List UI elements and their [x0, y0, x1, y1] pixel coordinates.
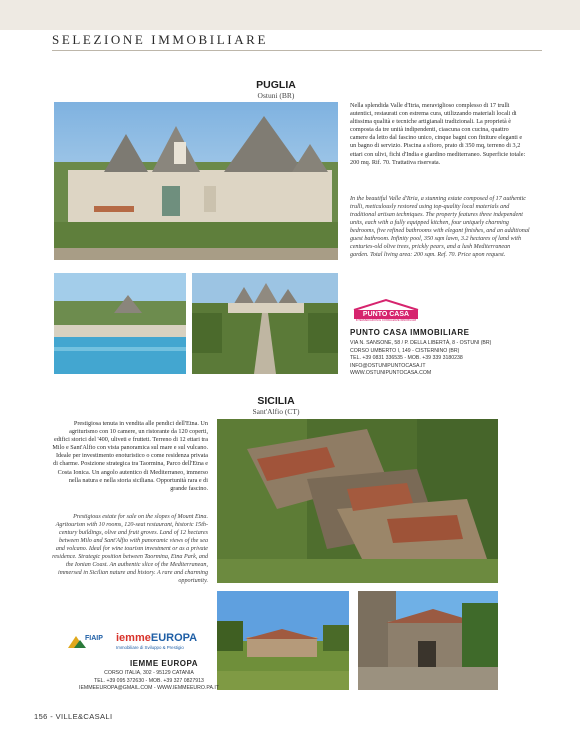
iemme-europa-phone: TEL. +39 095 372630 - MOB. +39 327 0827913 — [94, 677, 204, 684]
punto-casa-email[interactable]: INFO@OSTUNIPUNTOCASA.IT — [350, 362, 426, 369]
iemme-europa-logo — [116, 632, 212, 656]
puglia-text-italian: Nella splendida Valle d'Itria, meraviglioso complesso di 17 trulli autentici, restaurati con estrema cura, utilizzando materiali locali di altissima qualità e tecniche artigianali tradizionali. La proprietà è composta da tre unità indipendenti, ciascuna con cucina, quattro camere da letto dal fascino unico, cinque bagni con finiture eleganti e un bagno di servizio. Piscina a sfioro, prato di 350 mq, terreno di 3,2 ettari con ulivi, fichi d'India e giardino mediterraneo. Superficie totale: 200 mq. Rif. 70. Trattativa riservata. — [350, 102, 526, 166]
iemme-europa-contacts — [54, 670, 244, 693]
puglia-region-title: PUGLIA — [256, 79, 296, 91]
punto-casa-logo-text: PUNTO CASA — [362, 311, 410, 318]
punto-casa-address-2: CORSO UMBERTO I, 149 - CISTERNINO (BR) — [350, 347, 460, 354]
iemme-europa-email-web[interactable]: IEMMEEUROPA@GMAIL.COM - WWW.IEMMEEURO.PA.IT — [79, 685, 219, 692]
iemme-logo-tagline: Immobiliare di Sviluppo & Prestigio — [116, 645, 184, 650]
section-heading: SELEZIONE IMMOBILIARE — [52, 32, 268, 47]
trulli-main-photo — [54, 102, 338, 260]
iemme-europa-agency-name: IEMME EUROPA — [129, 659, 199, 668]
fiaip-logo — [66, 632, 106, 652]
sicilia-text-english: Prestigious estate for sale on the slopes of Mount Etna. Agritourism with 10 rooms, 120-seat restaurant, historic 15th-century buildings, olive and fruit groves. Land of 12 hectares between Milo and Sant'Alfio with panoramic views of the sea and volcano. Ideal for wine tourism investment or as a private residence. Strategic position between Taormina, Etna Park, and the Ionian Coast. An authentic slice of the Mediterranean, immersed in Sicilian nature and history. A rare and charming opportunity. — [52, 514, 208, 584]
page-footer: 156 - VILLE&CASALI — [34, 712, 113, 721]
punto-casa-logo-tagline: INTERMEDIAZIONI E CONSULENZE IMMOBILIARI — [355, 319, 417, 322]
punto-casa-website[interactable]: WWW.OSTUNIPUNTOCASA.COM — [350, 370, 432, 377]
punto-casa-agency-name: PUNTO CASA IMMOBILIARE — [350, 328, 470, 337]
punto-casa-logo — [350, 298, 422, 324]
top-band — [0, 0, 580, 30]
pool-photo — [54, 273, 186, 374]
fiaip-logo-text: FIAIP — [85, 635, 103, 642]
estate-aerial-photo — [217, 419, 498, 583]
iemme-logo-part-2: EUROPA — [150, 632, 198, 644]
punto-casa-address-1: VIA N. SANSONE, 58 / P. DELLA LIBERTÀ, 8 - OSTUNI (BR) — [350, 340, 492, 346]
sicilia-region-title: SICILIA — [257, 395, 295, 407]
garden-path-photo — [192, 273, 338, 374]
iemme-europa-address: CORSO ITALIA, 302 - 95129 CATANIA — [104, 670, 194, 676]
heading-rule — [52, 50, 542, 51]
courtyard-photo — [358, 591, 498, 690]
sicilia-location: Sant'Alfio (CT) — [252, 407, 300, 416]
puglia-text-english: In the beautiful Valle d'Itria, a stunning estate composed of 17 authentic trulli, meticulously restored using top-quality local materials and traditional artisan techniques. The property features three independent units, each with a fully equipped kitchen, four uniquely charming bedrooms, five refined bathrooms with elegant finishes, and an additional guest bathroom. Infinity pool, 350 sqm lawn, 3.2 hectares of land with centuries-old olive trees, prickly pears, and a lush Mediterranean garden. Total living area: 200 sqm. Ref. 70. Price upon request. — [350, 196, 530, 258]
punto-casa-phone: TEL. +39 0831 336535 - MOB. +39 339 3180238 — [350, 355, 463, 362]
sicilia-text-italian: Prestigiosa tenuta in vendita alle pendici dell'Etna. Un agriturismo con 10 camere, un ristorante da 120 coperti, edifici storici del '400, uliveti e frutteti. Terreno di 12 ettari tra Milo e Sant'Alfio con vista panoramica sul mare e sul vulcano. Ideale per investimento enoturistico o come residenza privata di charme. Posizione strategica tra Taormina, Parco dell'Etna e Costa Ionica. Un angolo autentico di Mediterraneo, immerso nella natura e nella storia siciliana. Opportunità rara e di grande fascino. — [52, 420, 208, 492]
punto-casa-contacts — [350, 340, 491, 378]
puglia-location: Ostuni (BR) — [257, 91, 295, 100]
iemme-logo-part-1: iemme — [116, 632, 151, 644]
